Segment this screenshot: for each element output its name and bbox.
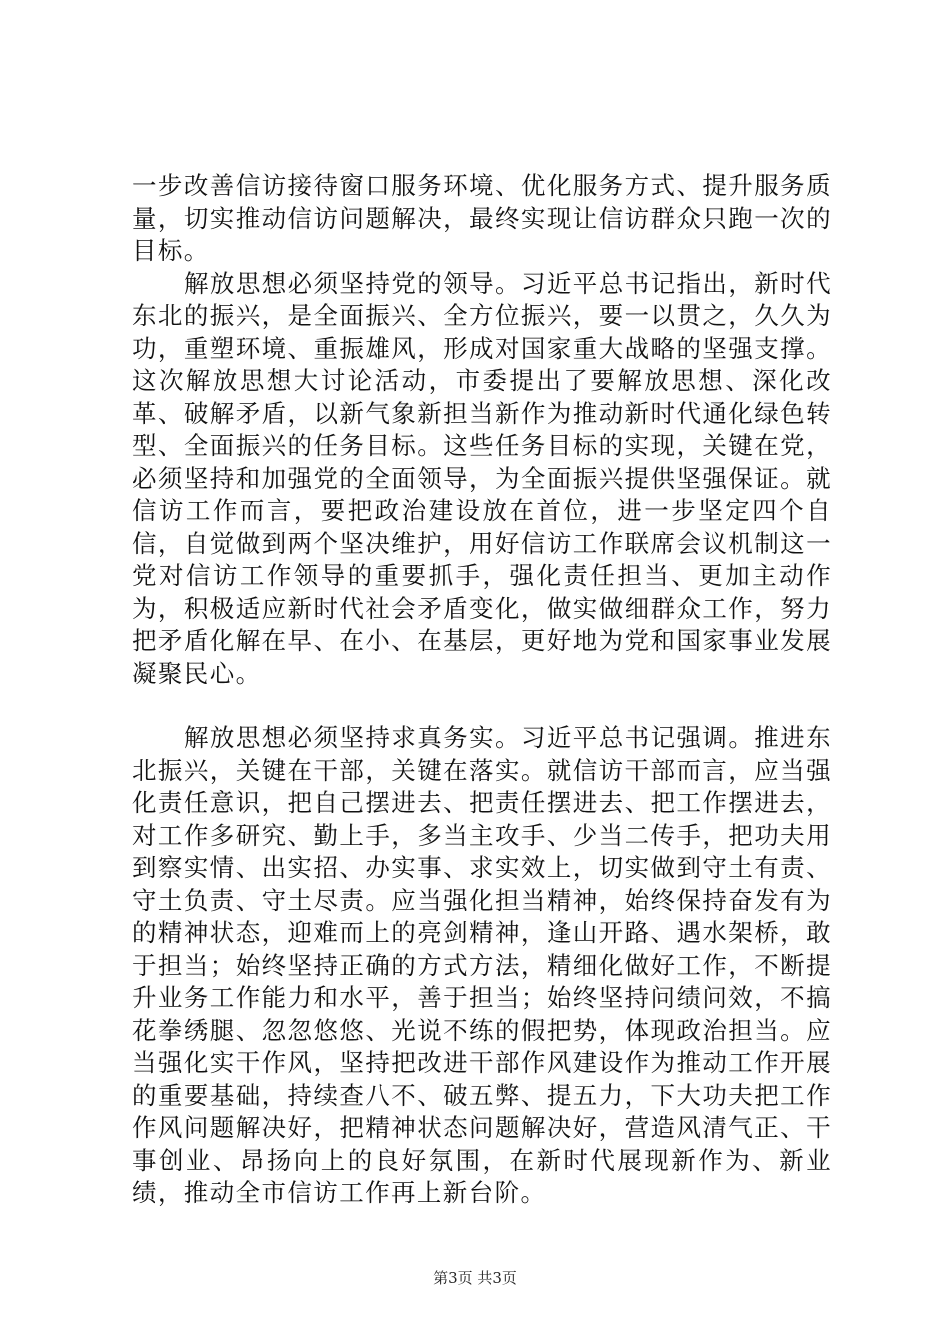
paragraph-seek-truth: 解放思想必须坚持求真务实。习近平总书记强调。推进东北振兴，关键在干部，关键在落实。就信访干部而言，应当强化责任意识，把自己摆进去、把责任摆进去、把工作摆进去，对工作多研究、勤上手，多当主攻手、少当二传手，把功夫用到察实情、出实招、办实事、求实效上，切实做到守土有责、守土负责、守土尽责。应当强化担当精神，始终保持奋发有为的精神状态，迎难而上的亮剑精神，逢山开路、遇水架桥，敢于担当；始终坚持正确的方式方法，精细化做好工作，不断提升业务工作能力和水平，善于担当；始终坚持问绩问效，不搞花拳绣腿、忽忽悠悠、光说不练的假把势，体现政治担当。应当强化实干作风，坚持把改进干部作风建设作为推动工作开展的重要基础，持续查八不、破五弊、提五力，下大功夫把工作作风问题解决好，把精神状态问题解决好，营造风清气正、干事创业、昂扬向上的良好氛围，在新时代展现新作为、新业绩，推动全市信访工作再上新台阶。 (132, 723, 832, 1207)
document-body (132, 170, 832, 1210)
paragraph-party-leadership: 解放思想必须坚持党的领导。习近平总书记指出，新时代东北的振兴，是全面振兴、全方位振兴，要一以贯之，久久为功，重塑环境、重振雄风，形成对国家重大战略的坚强支撑。这次解放思想大讨论活动，市委提出了要解放思想、深化改革、破解矛盾，以新气象新担当新作为推动新时代通化绿色转型、全面振兴的任务目标。这些任务目标的实现，关键在党，必须坚持和加强党的全面领导，为全面振兴提供坚强保证。就信访工作而言，要把政治建设放在首位，进一步坚定四个自信，自觉做到两个坚决维护，用好信访工作联席会议机制这一党对信访工作领导的重要抓手，强化责任担当、更加主动作为，积极适应新时代社会矛盾变化，做实做细群众工作，努力把矛盾化解在早、在小、在基层，更好地为党和国家事业发展凝聚民心。 (132, 268, 832, 688)
page-footer: 第3页 共3页 (433, 1269, 517, 1287)
paragraph-continuation: 一步改善信访接待窗口服务环境、优化服务方式、提升服务质量，切实推动信访问题解决，最终实现让信访群众只跑一次的目标。 (132, 171, 832, 265)
